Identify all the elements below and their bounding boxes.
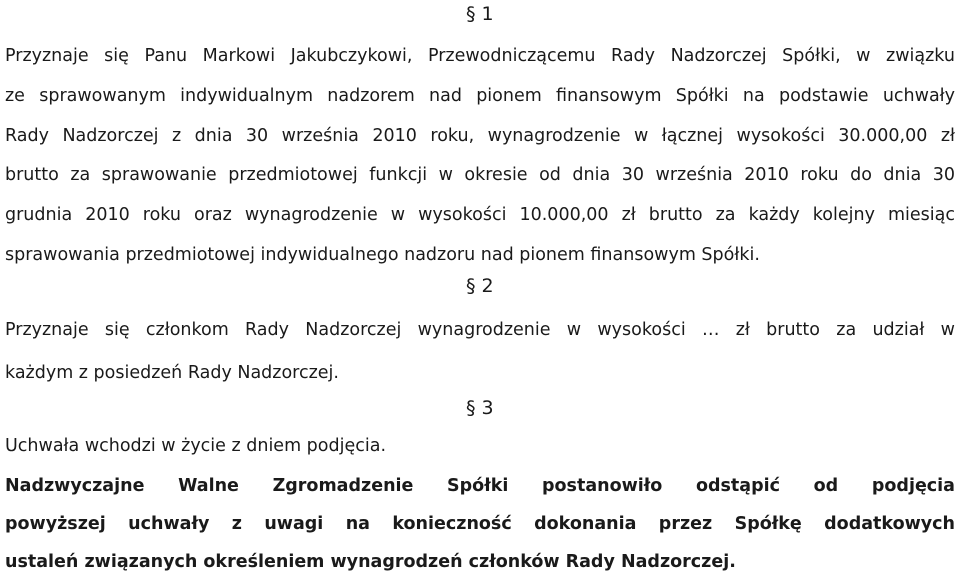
section-1-heading: § 1 bbox=[466, 3, 494, 25]
paragraph-line: ustaleń związanych określeniem wynagrodzeń członków Rady Nadzorczej. bbox=[5, 552, 736, 572]
paragraph-line: ze sprawowanym indywidualnym nadzorem nad pionem finansowym Spółki na podstawie uchwały bbox=[5, 85, 955, 106]
section-1-paragraph bbox=[5, 37, 955, 276]
paragraph-line: Nadzwyczajne Walne Zgromadzenie Spółki postanowiło odstąpić od podjęcia bbox=[5, 476, 955, 496]
paragraph-line: Przyznaje się Panu Markowi Jakubczykowi, Przewodniczącemu Rady Nadzorczej Spółki, w związku bbox=[5, 46, 955, 66]
paragraph-line: brutto za sprawowanie przedmiotowej funkcji w okresie od dnia 30 września 2010 roku do dnia 30 bbox=[5, 165, 955, 186]
paragraph-line: Rady Nadzorczej z dnia 30 września 2010 roku, wynagrodzenie w łącznej wysokości 30.000,00 zł bbox=[5, 125, 955, 146]
section-2-heading: § 2 bbox=[466, 275, 494, 297]
conclusion-paragraph bbox=[5, 467, 955, 581]
paragraph-line: powyższej uchwały z uwagi na konieczność dokonania przez Spółkę dodatkowych bbox=[5, 514, 955, 534]
section-2-paragraph bbox=[5, 309, 955, 395]
section-3-paragraph bbox=[5, 427, 955, 465]
paragraph-line: Przyznaje się członkom Rady Nadzorczej wynagrodzenie w wysokości … zł brutto za udział w bbox=[5, 320, 955, 340]
paragraph-line: każdym z posiedzeń Rady Nadzorczej. bbox=[5, 363, 339, 383]
paragraph-line: grudnia 2010 roku oraz wynagrodzenie w wysokości 10.000,00 zł brutto za każdy kolejny miesiąc bbox=[5, 205, 955, 226]
section-3-heading: § 3 bbox=[466, 397, 494, 419]
paragraph-line: Uchwała wchodzi w życie z dniem podjęcia. bbox=[5, 436, 387, 456]
paragraph-line: sprawowania przedmiotowej indywidualnego nadzoru nad pionem finansowym Spółki. bbox=[5, 244, 760, 265]
